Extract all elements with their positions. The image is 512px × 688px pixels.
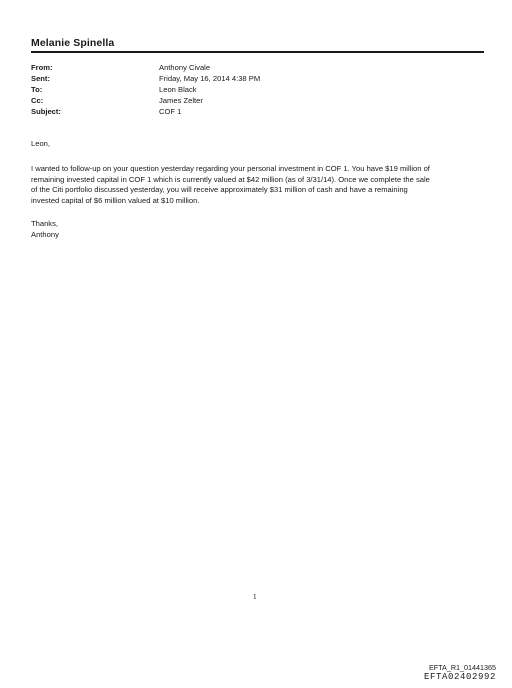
bates-stamp-secondary: EFTA02402992: [423, 672, 496, 682]
header-label: Cc:: [31, 96, 44, 105]
body-line: I wanted to follow-up on your question yesterday regarding your personal investment in COF 1. You have $19 million of: [31, 164, 430, 173]
header-label: To:: [31, 85, 43, 94]
signoff: [31, 219, 59, 240]
header-divider: [31, 51, 484, 53]
header-row-to: [31, 84, 260, 95]
bates-stamp-primary: EFTA_R1_01441365: [429, 663, 496, 672]
header-row-cc: [31, 95, 260, 106]
header-row-sent: [31, 73, 260, 84]
signoff-signature: Anthony: [31, 229, 59, 239]
header-value-cc: James Zelter: [159, 96, 203, 105]
page-number: 1: [253, 594, 257, 601]
body-paragraph: [31, 164, 430, 206]
header-row-subject: [31, 106, 260, 117]
email-headers: [31, 62, 260, 117]
header-value-subject: COF 1: [159, 107, 182, 116]
header-value-from: Anthony Civale: [159, 63, 211, 72]
body-line: of the Citi portfolio discussed yesterday, you will receive approximately $31 million of cash and have a remaining: [31, 185, 408, 194]
body-line: remaining invested capital in COF 1 which is currently valued at $42 million (as of 3/31/14). Once we complete the sale: [31, 174, 430, 184]
header-value-to: Leon Black: [159, 85, 197, 94]
header-row-from: [31, 62, 260, 73]
header-label: Subject:: [31, 107, 61, 116]
header-label: From:: [31, 63, 53, 72]
header-label: Sent:: [31, 74, 50, 83]
header-value-sent: Friday, May 16, 2014 4:38 PM: [159, 74, 261, 83]
sender-name: Melanie Spinella: [31, 37, 115, 49]
greeting: Leon,: [31, 139, 51, 148]
signoff-line: Thanks,: [31, 219, 59, 228]
body-line: invested capital of $6 million valued at $10 million.: [31, 195, 200, 205]
